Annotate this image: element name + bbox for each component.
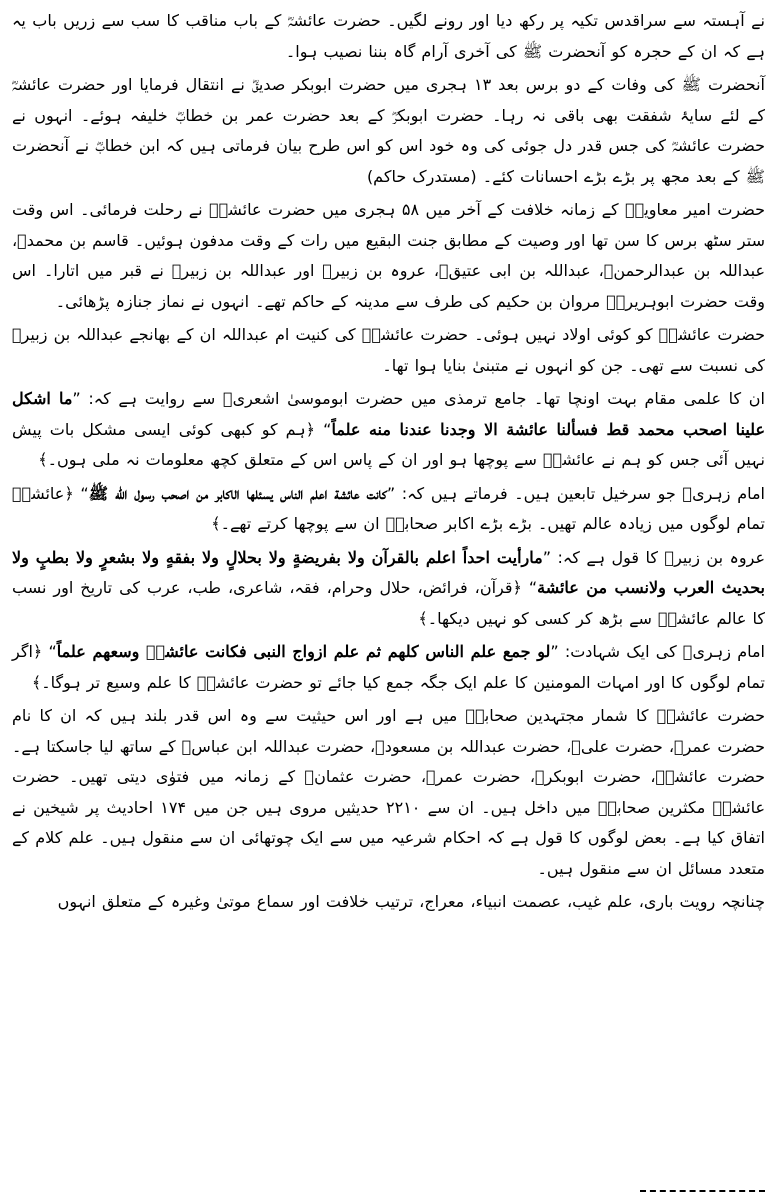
- paragraph-intro: ان کا علمی مقام بہت اونچا تھا۔ جامع ترمذی میں حضرت ابوموسیٰ اشعریؓ سے روایت ہے کہ: ”: [72, 389, 766, 408]
- paragraph-text: حضرت عائشہؓ کا شمار مجتہدین صحابہؓ میں ہے اور اس حیثیت سے وہ اس قدر بلند ہیں کہ ان کا نام حضرت عمرؓ، حضرت علیؓ، حضرت عبداللہ بن مسعودؓ، حضرت عبداللہ ابن عباسؓ کے ساتھ لیا جاسکتا ہے۔ حضرت عائشہؓ، حضرت ابوبکرؓ، حضرت عمرؓ، حضرت عثمانؓ کے زمانہ میں فتوٰی دیتی تھیں۔ حضرت عائشہؓ مکثرین صحابہؓ میں داخل ہیں۔ ان سے ۲۲۱۰ حدیثیں مروی ہیں جن میں ۱۷۴ احادیث پر شیخین نے اتفاق کیا ہے۔ بعض لوگوں کا قول ہے کہ احکام شرعیہ میں سے ایک چوتھائی ان سے منقول ہیں۔ علم کلام کے متعدد مسائل ان سے منقول ہیں۔: [12, 706, 765, 878]
- paragraph-zuhri-testimony: [12, 637, 765, 698]
- arabic-quote: کانت عائشة اعلم الناس یسئلها الاکابر من اصحب رسول الله ﷺ: [88, 483, 387, 503]
- paragraph-kunya: [12, 320, 765, 381]
- arabic-quote: ما اشکل علینا اصحب محمد قط فسألنا عائشة الا وجدنا عندنا منه علماً: [12, 389, 765, 439]
- quote-translation: “ ﴿عائشہؓ تمام لوگوں میں زیادہ عالم تھیں۔ بڑے بڑے اکابر صحابہؓ ان سے پوچھا کرتے تھے۔﴾: [12, 483, 765, 533]
- paragraph-zuhri-statement: [12, 479, 765, 540]
- paragraph-abu-musa-narration: [12, 384, 765, 476]
- arabic-quote: مارأیت احداً اعلم بالقرآن ولا بفریضةٍ ولا بحلالٍ ولا بفقهٍ ولا بشعرٍ ولا بطبٍ ولا بحدیث العرب ولانسب من عائشة: [12, 547, 765, 597]
- paragraph-abu-bakr-umar: [12, 70, 765, 192]
- paragraph-death-and-burial: [12, 195, 765, 317]
- paragraph-text: حضرت امیر معاویہؓ کے زمانہ خلافت کے آخر میں ۵۸ ہجری میں حضرت عائشہؓ نے رحلت فرمائی۔ اس وقت ستر سٹھ برس کا سن تھا اور وصیت کے مطابق جنت البقیع میں رات کے وقت مدفون ہوئیں۔ قاسم بن محمدؒ، عبداللہ بن عبدالرحمنؒ، عبداللہ بن ابی عتیقؒ، عروہ بن زبیرؓ اور عبداللہ بن زبیرؓ نے قبر میں اتارا۔ اس وقت حضرت ابوہریرہؓ مروان بن حکیم کی طرف سے مدینہ کے حاکم تھے۔ انہوں نے نماز جنازہ پڑھائی۔: [12, 200, 766, 311]
- page-bottom-dashed-rule: [640, 1190, 765, 1192]
- paragraph-intro: امام زہریؒ جو سرخیل تابعین ہیں۔ فرماتے ہیں کہ: ”: [386, 483, 765, 503]
- quote-translation: “ ﴿قرآن، فرائض، حلال وحرام، فقہ، شاعری، طب، عرب کی تاریخ اور نسب کا عالم عائشہؓ سے بڑھ کر کسی کو نہیں دیکھا۔﴾: [12, 578, 765, 628]
- paragraph-urwa-statement: [12, 543, 765, 635]
- paragraph-text: نے آہستہ سے سراقدس تکیہ پر رکھ دیا اور رونے لگیں۔ حضرت عائشہؓ کے باب مناقب کا سب سے زریں باب یہ ہے کہ ان کے حجرہ کو آنحضرت ﷺ کی آخری آرام گاہ بننا نصیب ہوا۔: [12, 11, 766, 61]
- paragraph-theology-topics: [12, 887, 765, 918]
- paragraph-text: حضرت عائشہؓ کو کوئی اولاد نہیں ہوئی۔ حضرت عائشہؓ کی کنیت ام عبداللہ ان کے بھانجے عبداللہ بن زبیرؓ کی نسبت سے تھی۔ جن کو انہوں نے متبنیٰ بنایا ہوا تھا۔: [12, 325, 765, 375]
- paragraph-intro: امام زہریؒ کی ایک شہادت: ”: [550, 642, 766, 661]
- paragraph-mujtahid-status: [12, 701, 765, 884]
- arabic-quote: لو جمع علم الناس کلهم ثم علم ازواج النبی فکانت عائشةؓ وسعهم علماً: [56, 642, 551, 661]
- quote-translation: “ ﴿ہم کو کبھی کوئی ایسی مشکل بات پیش نہیں آئی جس کو ہم نے عائشہؓ سے پوچھا ہو اور ان کے پاس اس کے متعلق کچھ معلومات نہ ملی ہوں۔﴾: [12, 419, 765, 469]
- quote-translation: “ ﴿اگر تمام لوگوں کا اور امہات المومنین کا علم ایک جگہ جمع کیا جائے تو حضرت عائشہؓ کا علم وسیع تر ہوگا۔﴾: [12, 642, 765, 692]
- paragraph-text: چنانچہ رویت باری، علم غیب، عصمت انبیاء، معراج، ترتیب خلافت اور سماع موتیٰ وغیرہ کے متعلق انہوں: [57, 892, 765, 911]
- paragraph-intro: عروہ بن زبیرؓ کا قول ہے کہ: ”: [542, 547, 765, 567]
- paragraph-text: آنحضرت ﷺ کی وفات کے دو برس بعد ۱۳ ہجری میں حضرت ابوبکر صدیقؓ نے انتقال فرمایا اور حضرت عائشہؓ کے لئے سایۂ شفقت بھی باقی نہ رہا۔ حضرت ابوبکرؓ کے بعد حضرت عمر بن خطابؓ خلیفہ ہوئے۔ انہوں نے حضرت عائشہؓ کی جس قدر دل جوئی کی وہ خود اس کو اس طرح بیان فرماتی ہیں کہ ابن خطابؓ نے آنحضرت ﷺ کے بعد مجھ پر بڑے بڑے احسانات کئے۔ (مستدرک حاکم): [12, 75, 766, 186]
- paragraph-aisha-burial-chamber: [12, 6, 765, 67]
